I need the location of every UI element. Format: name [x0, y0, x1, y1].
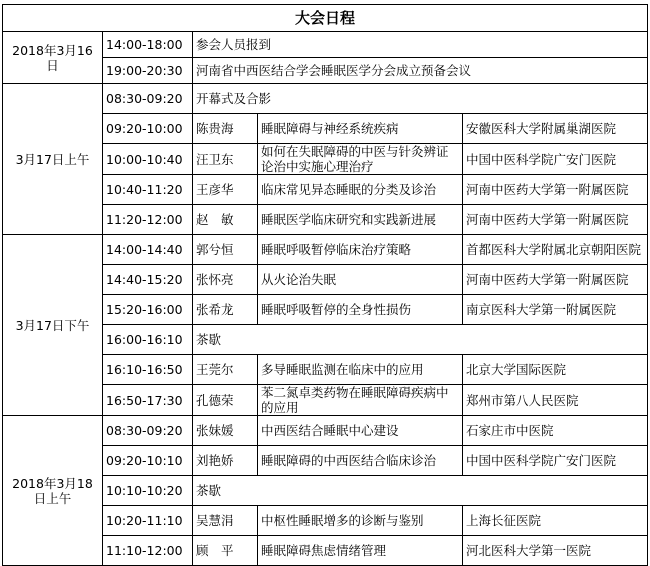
topic-cell: 从火论治失眠 — [258, 265, 463, 295]
speaker-cell: 赵 敏 — [193, 205, 258, 235]
topic-cell: 睡眠医学临床研究和实践新进展 — [258, 205, 463, 235]
time-cell: 14:40-15:20 — [103, 265, 193, 295]
speaker-cell: 张妹媛 — [193, 416, 258, 446]
org-cell: 南京医科大学第一附属医院 — [463, 295, 648, 325]
speaker-cell: 刘艳娇 — [193, 446, 258, 476]
time-cell: 14:00-18:00 — [103, 32, 193, 58]
topic-cell: 河南省中西医结合学会睡眠医学分会成立预备会议 — [193, 58, 648, 84]
time-cell: 10:00-10:40 — [103, 144, 193, 175]
time-cell: 08:30-09:20 — [103, 416, 193, 446]
speaker-cell: 汪卫东 — [193, 144, 258, 175]
topic-cell: 中枢性睡眠增多的诊断与鉴别 — [258, 506, 463, 536]
time-cell: 09:20-10:10 — [103, 446, 193, 476]
topic-cell: 临床常见异态睡眠的分类及诊治 — [258, 175, 463, 205]
time-cell: 15:20-16:00 — [103, 295, 193, 325]
topic-cell: 茶歇 — [193, 476, 648, 506]
speaker-cell: 吴慧涓 — [193, 506, 258, 536]
topic-cell: 睡眠障碍与神经系统疾病 — [258, 114, 463, 144]
speaker-cell: 张希龙 — [193, 295, 258, 325]
org-cell: 上海长征医院 — [463, 506, 648, 536]
org-cell: 首都医科大学附属北京朝阳医院 — [463, 235, 648, 265]
topic-cell: 参会人员报到 — [193, 32, 648, 58]
time-cell: 08:30-09:20 — [103, 84, 193, 114]
org-cell: 中国中医科学院广安门医院 — [463, 144, 648, 175]
topic-cell: 开幕式及合影 — [193, 84, 648, 114]
org-cell: 郑州市第八人民医院 — [463, 385, 648, 416]
org-cell: 北京大学国际医院 — [463, 355, 648, 385]
org-cell: 河南中医药大学第一附属医院 — [463, 205, 648, 235]
page-title: 大会日程 — [3, 5, 648, 32]
time-cell: 11:10-12:00 — [103, 536, 193, 566]
day-date: 3月17日下午 — [3, 235, 103, 416]
topic-cell: 中西医结合睡眠中心建设 — [258, 416, 463, 446]
time-cell: 14:00-14:40 — [103, 235, 193, 265]
time-cell: 10:10-10:20 — [103, 476, 193, 506]
speaker-cell: 郭兮恒 — [193, 235, 258, 265]
time-cell: 10:40-11:20 — [103, 175, 193, 205]
time-cell: 16:00-16:10 — [103, 325, 193, 355]
time-cell: 19:00-20:30 — [103, 58, 193, 84]
topic-cell: 睡眠呼吸暂停的全身性损伤 — [258, 295, 463, 325]
topic-cell: 睡眠障碍的中西医结合临床诊治 — [258, 446, 463, 476]
speaker-cell: 陈贵海 — [193, 114, 258, 144]
time-cell: 16:10-16:50 — [103, 355, 193, 385]
topic-cell: 多导睡眠监测在临床中的应用 — [258, 355, 463, 385]
topic-cell: 如何在失眠障碍的中医与针灸辨证论治中实施心理治疗 — [258, 144, 463, 175]
topic-cell: 睡眠障碍焦虑情绪管理 — [258, 536, 463, 566]
schedule-table — [2, 4, 648, 566]
day-date: 2018年3月16日 — [3, 32, 103, 84]
day-date: 2018年3月18日上午 — [3, 416, 103, 566]
time-cell: 16:50-17:30 — [103, 385, 193, 416]
speaker-cell: 张怀亮 — [193, 265, 258, 295]
org-cell: 河南中医药大学第一附属医院 — [463, 265, 648, 295]
topic-cell: 睡眠呼吸暂停临床治疗策略 — [258, 235, 463, 265]
org-cell: 河南中医药大学第一附属医院 — [463, 175, 648, 205]
topic-cell: 苯二氮卓类药物在睡眠障碍疾病中的应用 — [258, 385, 463, 416]
time-cell: 10:20-11:10 — [103, 506, 193, 536]
time-cell: 09:20-10:00 — [103, 114, 193, 144]
time-cell: 11:20-12:00 — [103, 205, 193, 235]
org-cell: 河北医科大学第一医院 — [463, 536, 648, 566]
org-cell: 石家庄市中医院 — [463, 416, 648, 446]
speaker-cell: 孔德荣 — [193, 385, 258, 416]
day-date: 3月17日上午 — [3, 84, 103, 235]
speaker-cell: 王彦华 — [193, 175, 258, 205]
speaker-cell: 顾 平 — [193, 536, 258, 566]
speaker-cell: 王莞尔 — [193, 355, 258, 385]
topic-cell: 茶歇 — [193, 325, 648, 355]
org-cell: 中国中医科学院广安门医院 — [463, 446, 648, 476]
org-cell: 安徽医科大学附属巢湖医院 — [463, 114, 648, 144]
